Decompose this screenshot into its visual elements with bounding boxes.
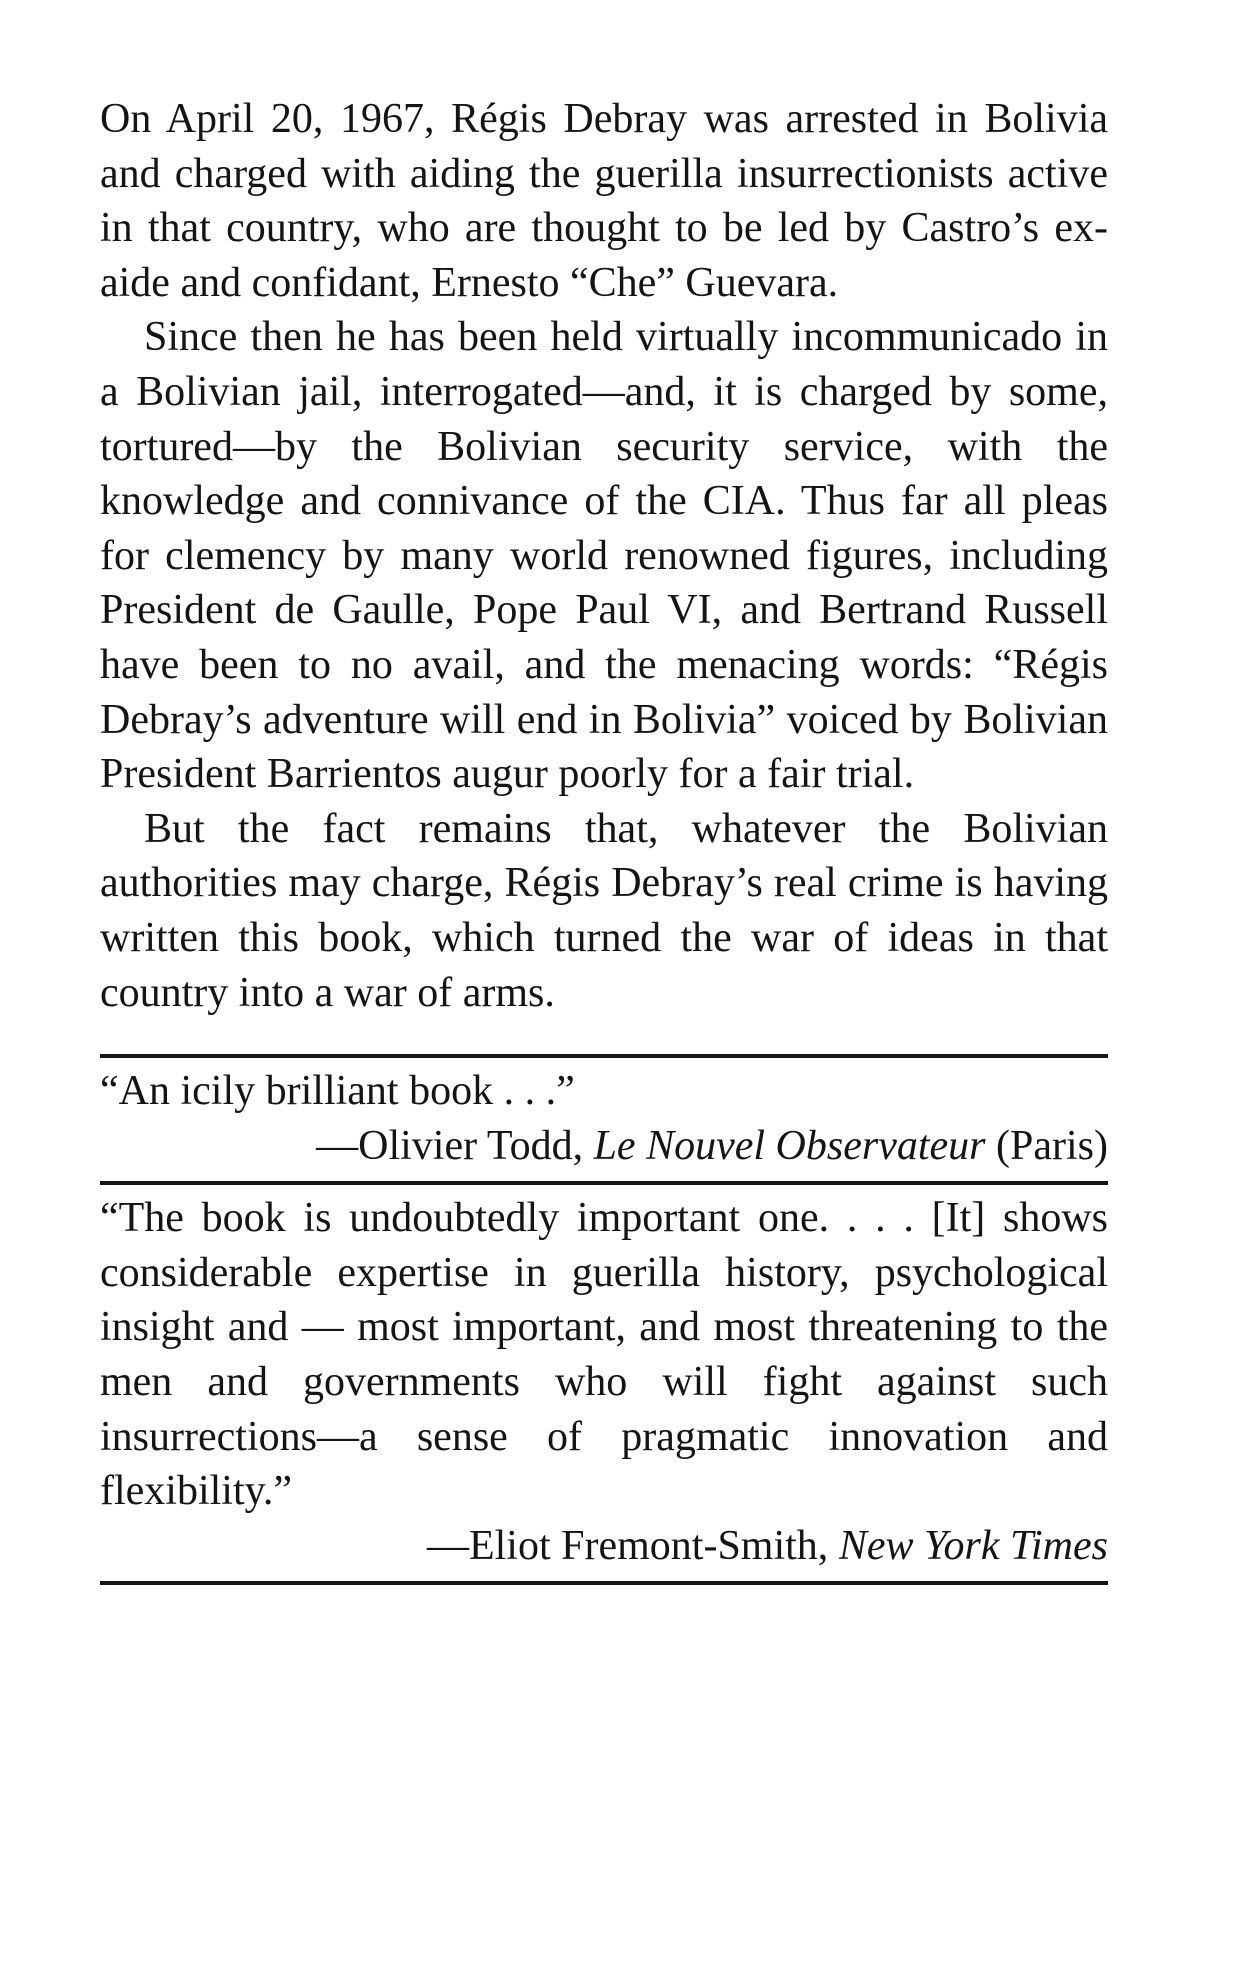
quote-attribution [100,1119,1108,1174]
attribution-publication: New York Times [838,1522,1108,1569]
detention-paragraph: Since then he has been held virtually incommunicado in a Bolivian jail, interrogated—and, it is charged by some, tortured—by the Bolivian security service, with the knowledge and connivance of the CIA. Thus far all pleas for clemency by many world renowned figures, including President de Gaulle, Pope Paul VI, and Bertrand Russell have been to no avail, and the menacing words: “Régis Debray’s adventure will end in Bolivia” voiced by Bolivian President Barrientos augur poorly for a fair trial. [100,314,1108,798]
quote-attribution [100,1519,1108,1574]
attribution-location: (Paris) [985,1122,1108,1169]
crime-paragraph: But the fact remains that, whatever the Bolivian authorities may charge, Régis Debray’s real crime is having written this book, which turned the war of ideas in that country into a war of arms. [100,805,1108,1016]
quote-text: “An icily brilliant book . . .” [100,1068,575,1115]
attribution-author: —Eliot Fremont-Smith, [426,1522,839,1569]
intro-paragraph: On April 20, 1967, Régis Debray was arrested in Bolivia and charged with aiding the guerilla insurrectionists active in that country, who are thought to be led by Castro’s ex-aide and confidant, Ernesto “Che” Guevara. [100,96,1108,306]
divider-bottom [100,1581,1108,1585]
attribution-publication: Le Nouvel Observateur [593,1122,986,1169]
attribution-author: —Olivier Todd, [316,1122,594,1169]
back-cover-text [100,92,1108,1585]
quote-text: “The book is undoubtedly important one. . . . [It] shows considerable expertise in guerilla history, psychological insight and — most important, and most threatening to the men and governments who will fight against such insurrections—a sense of pragmatic innovation and flexibility.” [100,1195,1108,1515]
review-quote-todd [100,1058,1108,1181]
review-quote-fremont-smith [100,1185,1108,1581]
